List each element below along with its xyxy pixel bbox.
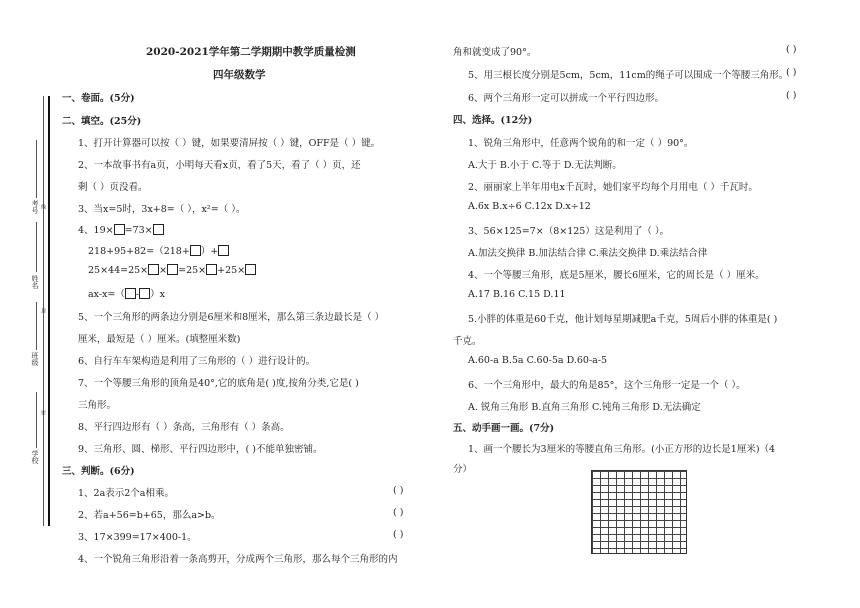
section-2-title: 二、填空。(25分) — [62, 116, 142, 127]
choice-q2-options: A.6x B.x÷6 C.12x D.x÷12 — [468, 201, 591, 212]
fill-q4-line4-text-c: ）x — [150, 289, 165, 300]
answer-box[interactable] — [190, 245, 201, 256]
sidebar-school-field — [36, 392, 37, 448]
fill-q4-line3-text-c: =25× — [178, 265, 207, 276]
fill-q5-line1: 5、一个三角形的两条边分别是6厘米和8厘米，那么第三条边最长是（ ） — [78, 312, 385, 323]
fill-q4-line2-text-b: ）+ — [200, 246, 219, 257]
choice-q3-options: A.加法交换律 B.加法结合律 C.乘法交换律 D.乘法结合律 — [468, 248, 708, 259]
judge-q2: 2、若a+56=b+65，那么a>b。 — [78, 510, 221, 521]
choice-q1-options: A.大于 B.小于 C.等于 D.无法判断。 — [468, 160, 622, 171]
fill-q7-line1: 7、一个等腰三角形的顶角是40°,它的底角是( )度,按角分类,它是( ) — [78, 378, 359, 389]
fill-q1: 1、打开计算器可以按（ ）键，如果要清屏按（ ）键，OFF是（ ）键。 — [78, 138, 381, 149]
choice-q4: 4、一个等腰三角形，底是5厘米，腰长6厘米，它的周长是（ ）厘米。 — [468, 270, 765, 281]
fill-q4-line2-text-a: 218+95+82=（218+ — [88, 246, 190, 257]
fill-q4-line4 — [88, 286, 165, 300]
section-5-title: 五、动手画一画。(7分) — [453, 423, 555, 434]
page-title: 2020-2021学年第二学期期中教学质量检测 — [146, 46, 356, 58]
fill-q4-line3-text-d: +25× — [217, 265, 246, 276]
judge-q3-paren[interactable]: ( ) — [393, 529, 404, 540]
choice-q5-line2: 千克。 — [453, 336, 482, 347]
sidebar-thick-line — [48, 96, 50, 526]
sidebar-exam-no-label: 考号 — [31, 200, 39, 214]
judge-q6: 6、两个三角形一定可以拼成一个平行四边形。 — [468, 93, 665, 104]
drawing-grid[interactable] — [591, 470, 687, 554]
sidebar-class-field — [36, 302, 37, 350]
draw-q1-line1: 1、画一个腰长为3厘米的等腰直角三角形。(小正方形的边长是1厘米)（4 — [468, 444, 776, 455]
answer-box[interactable] — [114, 224, 125, 235]
answer-box[interactable] — [125, 288, 136, 299]
sidebar-school-label: 学校 — [31, 450, 39, 464]
judge-q4-line2: 角和就变成了90°。 — [453, 47, 537, 58]
answer-box[interactable] — [139, 288, 150, 299]
fill-q4-line3-text-b: × — [159, 265, 168, 276]
fill-q7-line2: 三角形。 — [78, 400, 117, 411]
choice-q6-options: A. 锐角三角形 B.直角三角形 C.钝角三角形 D.无法确定 — [468, 402, 701, 413]
judge-q5-paren[interactable]: ( ) — [786, 67, 797, 78]
judge-q3: 3、17×399=17×400-1。 — [78, 532, 197, 543]
judge-q1: 1、2a表示2个a相乘。 — [78, 488, 174, 499]
judge-q6-paren[interactable]: ( ) — [786, 90, 797, 101]
fill-q4-line1-text-b: =73× — [124, 225, 153, 236]
sidebar-secret-mark: 密 — [40, 410, 46, 415]
fill-q3: 3、当x=5时，3x+8=（ ），x²=（ ）。 — [78, 204, 246, 215]
fill-q4-line1-text-a: 4、19× — [78, 225, 114, 236]
answer-box[interactable] — [148, 264, 159, 275]
answer-box[interactable] — [218, 245, 229, 256]
fill-q4-line2 — [88, 243, 229, 257]
choice-q3: 3、56×125=7×（8×125）这是利用了（ ）。 — [468, 226, 670, 237]
sidebar-exam-no-field — [36, 140, 37, 198]
choice-q1: 1、锐角三角形中，任意两个锐角的和一定（ ）90°。 — [468, 138, 694, 149]
fill-q5-line2: 厘米，最短是（ ）厘米。(填整厘米数) — [78, 334, 241, 345]
sidebar-name-field — [36, 222, 37, 272]
judge-q4-line1: 4、一个锐角三角形沿着一条高剪开，分成两个三角形，那么每个三角形的内 — [78, 554, 398, 565]
section-3-title: 三、判断。(6分) — [62, 466, 135, 477]
page-subtitle: 四年级数学 — [213, 69, 266, 81]
sidebar-line-mark: 线 — [40, 204, 46, 209]
sidebar-name-label: 姓名 — [31, 275, 39, 289]
fill-q4-line4-text-a: ax-x=（ — [88, 289, 125, 300]
fill-q8: 8、平行四边形有（ ）条高，三角形有（ ）条高。 — [78, 422, 290, 433]
answer-box[interactable] — [206, 264, 217, 275]
judge-q4-paren[interactable]: ( ) — [786, 44, 797, 55]
fill-q4-line4-text-b: - — [135, 289, 140, 300]
fill-q4-line1 — [78, 222, 164, 236]
answer-box[interactable] — [153, 224, 164, 235]
choice-q6: 6、一个三角形中，最大的角是85°，这个三角形一定是一个（ ）。 — [468, 380, 746, 391]
choice-q4-options: A.17 B.16 C.15 D.11 — [468, 289, 566, 300]
draw-q1-line2: 分） — [453, 464, 473, 475]
fill-q2-line2: 剩（ ）页没看。 — [78, 182, 148, 193]
sidebar-class-label: 班级 — [31, 352, 39, 366]
fill-q4-line3-text-a: 25×44=25× — [88, 265, 149, 276]
fill-q9: 9、三角形、圆、梯形、平行四边形中，( )不能单独密铺。 — [78, 444, 323, 455]
judge-q5: 5、用三根长度分别是5cm，5cm，11cm的绳子可以围成一个等腰三角形。 — [468, 70, 789, 81]
choice-q5-line1: 5.小胖的体重是60千克，他计划每星期减肥a千克，5周后小胖的体重是( ) — [468, 314, 778, 325]
fill-q4-line3 — [88, 264, 256, 276]
fill-q6: 6、自行车车架构造是利用了三角形的（ ）进行设计的。 — [78, 356, 316, 367]
sidebar-seal-mark: 封 — [40, 308, 46, 313]
answer-box[interactable] — [245, 264, 256, 275]
choice-q5-options: A.60-a B.5a C.60-5a D.60-a-5 — [468, 355, 608, 366]
fill-q2-line1: 2、一本故事书有a页，小明每天看x页，看了5天，看了（ ）页，还 — [78, 160, 361, 171]
judge-q1-paren[interactable]: ( ) — [393, 485, 404, 496]
answer-box[interactable] — [167, 264, 178, 275]
judge-q2-paren[interactable]: ( ) — [393, 507, 404, 518]
choice-q2: 2、丽丽家上半年用电x千瓦时，她们家平均每个月用电（ ）千瓦时。 — [468, 182, 758, 193]
section-1-title: 一、卷面。(5分) — [62, 93, 135, 104]
section-4-title: 四、选择。(12分) — [453, 115, 533, 126]
